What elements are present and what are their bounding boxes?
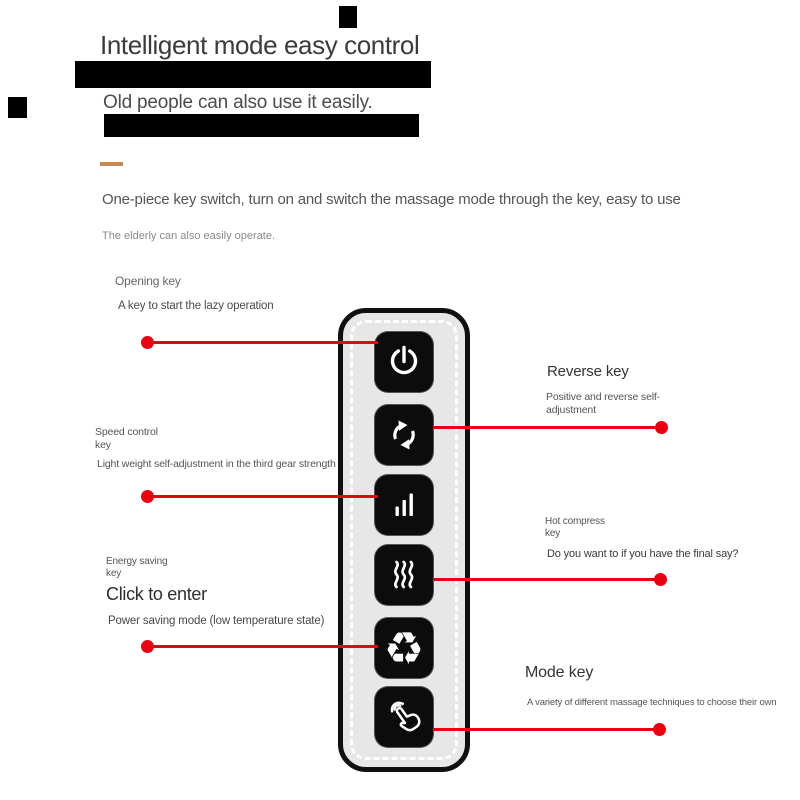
speed-control-key-label-line2: key xyxy=(95,438,111,451)
energy-saving-key-label-line1: Energy saving xyxy=(106,556,168,567)
speed-control-key-label-line1: Speed control xyxy=(95,426,158,438)
redaction-bar xyxy=(75,61,431,88)
hot-compress-key-label-line1: Hot compress xyxy=(545,516,605,527)
connector-line-hot-compress xyxy=(434,578,661,581)
page-subtitle: Old people can also use it easily. xyxy=(103,92,373,113)
redaction-box xyxy=(8,97,27,118)
intro-text: One-piece key switch, turn on and switch the massage mode through the key, easy to use xyxy=(102,191,681,208)
hot-compress-key-label xyxy=(545,516,605,540)
connector-dot-speed xyxy=(141,490,154,503)
energy-saving-key-desc: Power saving mode (low temperature state) xyxy=(108,615,325,627)
reverse-key-label: Reverse key xyxy=(547,363,629,380)
accent-dash xyxy=(100,162,123,166)
mode-button xyxy=(375,687,433,747)
speed-bars-icon xyxy=(384,485,424,525)
recycle-icon: ♻ xyxy=(383,621,425,675)
speed-control-key-label xyxy=(95,426,158,451)
hot-compress-key-desc: Do you want to if you have the final say? xyxy=(547,548,739,560)
touch-hand-icon xyxy=(384,697,424,737)
power-icon xyxy=(384,342,424,382)
connector-line-mode xyxy=(434,728,660,731)
hot-compress-key-label-line2: key xyxy=(545,528,561,539)
speed-control-key-desc: Light weight self-adjustment in the third gear strength xyxy=(97,458,336,470)
connector-dot-reverse xyxy=(655,421,668,434)
click-to-enter-label: Click to enter xyxy=(106,584,207,604)
connector-line-opening xyxy=(148,341,378,344)
opening-key-label: Opening key xyxy=(115,274,181,288)
energy-saving-button xyxy=(375,618,433,678)
energy-saving-key-label xyxy=(106,556,167,580)
page-title: Intelligent mode easy control xyxy=(100,30,420,60)
connector-line-speed xyxy=(148,495,378,498)
connector-line-energy-saving xyxy=(148,645,378,648)
heat-waves-icon xyxy=(384,555,424,595)
speed-button xyxy=(375,475,433,535)
redaction-box xyxy=(339,6,357,28)
intro-subtext: The elderly can also easily operate. xyxy=(102,230,276,242)
mode-key-desc: A variety of different massage techniques to choose their own xyxy=(527,697,777,708)
hot-compress-button xyxy=(375,545,433,605)
power-button xyxy=(375,332,433,392)
mode-key-label: Mode key xyxy=(525,664,594,681)
reverse-key-desc: Positive and reverse self-adjustment xyxy=(546,391,660,417)
connector-dot-energy-saving xyxy=(141,640,154,653)
connector-line-reverse xyxy=(433,426,662,429)
energy-saving-key-label-line2: key xyxy=(106,568,122,579)
connector-dot-hot-compress xyxy=(654,573,667,586)
remote-control xyxy=(338,308,470,772)
rotate-arrows-icon xyxy=(384,415,424,455)
opening-key-desc: A key to start the lazy operation xyxy=(118,300,274,312)
reverse-button xyxy=(375,405,433,465)
redaction-bar xyxy=(104,114,419,137)
connector-dot-mode xyxy=(653,723,666,736)
connector-dot-opening xyxy=(141,336,154,349)
